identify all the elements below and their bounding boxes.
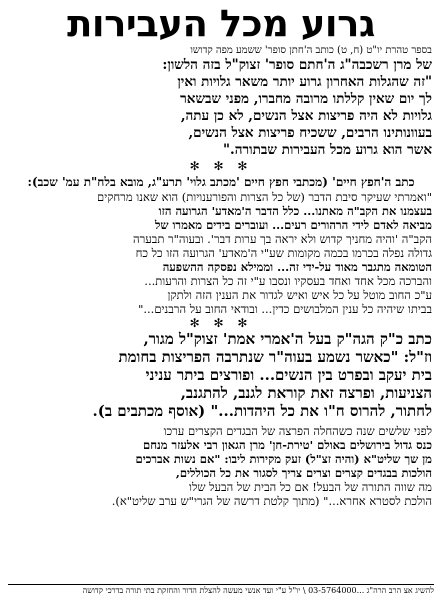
- quote-line: וז"ל: "כאשר נשמע בעוה"ר שנתרבה הפריצות בחומת: [118, 348, 432, 366]
- quote-line: כנס גדול בירושלים באולם 'טירת-חן' מרן הגאון רבי אלעזר מנחם: [143, 438, 432, 452]
- quote-line: בביתו שיהיה כל ענין המלבושים כדין... ובודאי החוב על הרבנים...": [138, 302, 432, 316]
- quote-line: מן שך שליט"א (והיה זצ"ל) זעק מקירות ליבו: "אם נשות אברכים: [135, 452, 432, 466]
- quote-line: גלויות לא היה פריצות אצל הנשים, לא כן עתה,: [180, 108, 432, 124]
- quote-line: מביאה לאדם לידי הרהורים רעים... ועוברים בידים מאמרו של: [154, 218, 432, 232]
- quote-line: והברכה מכל אחד ואחד בעסקיו ונסבו ע"י זה כל הצרות והרעות...: [144, 274, 432, 288]
- quote-line: "ואמרתי שעיקר סיבת הדבר (של כל הצרות והפורענויות) הוא שאנו מרחקים: [97, 190, 432, 204]
- quote-line: הקב"ה 'והיה מחניך קדוש ולא יראה בך ערות דבר'. ובעוה"ר תבערה: [133, 232, 432, 246]
- section-chatam-sofer: [10, 44, 432, 159]
- quote-line: הטומאה מתגבר מאוד על-ידי זה... וממילא נפסקה ההשפעה: [162, 260, 432, 274]
- quote-line: גדולה נפלה בכרמו בכמה מקומות שע"י ה'מאדע' הגרועה הזו כל כח: [135, 246, 432, 260]
- stars-divider: ✻ ✻ ✻: [189, 159, 253, 173]
- section-rav-shach: [10, 424, 432, 508]
- quote-line: כתב כ"ק הגה"ק בעל ה'אמרי אמת' זצוק"ל מגור,: [143, 330, 432, 348]
- section-imrei-emet: [10, 330, 432, 420]
- quote-line: בית יעקב ובפרט בין הנשים... ופורצים ביתר עניני: [145, 366, 432, 384]
- quote-line: לך יום שאין קללתו מרובה מחברו, מפני שבשאר: [180, 91, 432, 107]
- quote-line: ע"כ החוב מוטל על כל איש ואיש לגדור את הענין הזה ולתקן: [167, 288, 432, 302]
- section-heading: כתב ה'חפץ חיים' (מכתבי חפץ חיים 'מכתב גלוי' תרע"ג, מובא בלח"ת עמ' שכב):: [27, 175, 415, 189]
- intro-line: בספר טהרת יו"ט (ח, ט) כותב ה'חתן סופר' ששמע מפה קדושו: [190, 45, 432, 56]
- quote-line: "זה שהגלות האחרון גרוע יותר משאר גלויות ואין: [177, 74, 432, 90]
- quote-line: לפני שלשים שנה כשהחלה הפרצה של הבגדים הקצרים ערכו: [163, 424, 432, 438]
- quote-line: מה שווה התורה של הבעל! אם כל הבית של הבעל שלו: [189, 480, 432, 494]
- page-title: גרוע מכל העבירות: [67, 2, 375, 45]
- quote-line: הולכת לסטרא אחרא..." (מתוך קלטת דרשה של הגרי"ש ערב שליט"א).: [111, 494, 432, 508]
- section-chafetz-chaim: [10, 175, 432, 316]
- footer-credits: להשיג אצ הרב הרה"ג ...03-5764000 \ יו"ל ע"י ועד אנשי מעשה להצלת הדור והחזקת בתי תורה בדרכי קדושה: [8, 584, 434, 596]
- quote-line: לחתור, להרוס ח"ו את כל היהדות..." (אוסף מכתבים ב).: [92, 402, 432, 420]
- quote-line: בעצמנו את הקב"ה מאתנו... כלל הדבר ה'מאדע' הגרועה הזו: [158, 204, 432, 218]
- quote-line: בעוונותינו הרבים, ששכיח פריצות אצל הנשים,: [188, 125, 432, 141]
- quote-line: הצניעות, ופרצה זאת קוראת לגנב, להתגנב,: [180, 384, 432, 402]
- quote-line: אשר הוא גרוע מכל העבירות שבתורה.": [223, 142, 432, 158]
- quote-line: הולכות בבגדים קצרים וצרים צריך לסגור את כל הכוללים,: [175, 466, 432, 480]
- stars-divider: ✻ ✻ ✻: [189, 316, 253, 330]
- quote-line: של מרן רשכבה"ג ה'חתם סופר' זצוק"ל בזה הלשון:: [162, 57, 432, 73]
